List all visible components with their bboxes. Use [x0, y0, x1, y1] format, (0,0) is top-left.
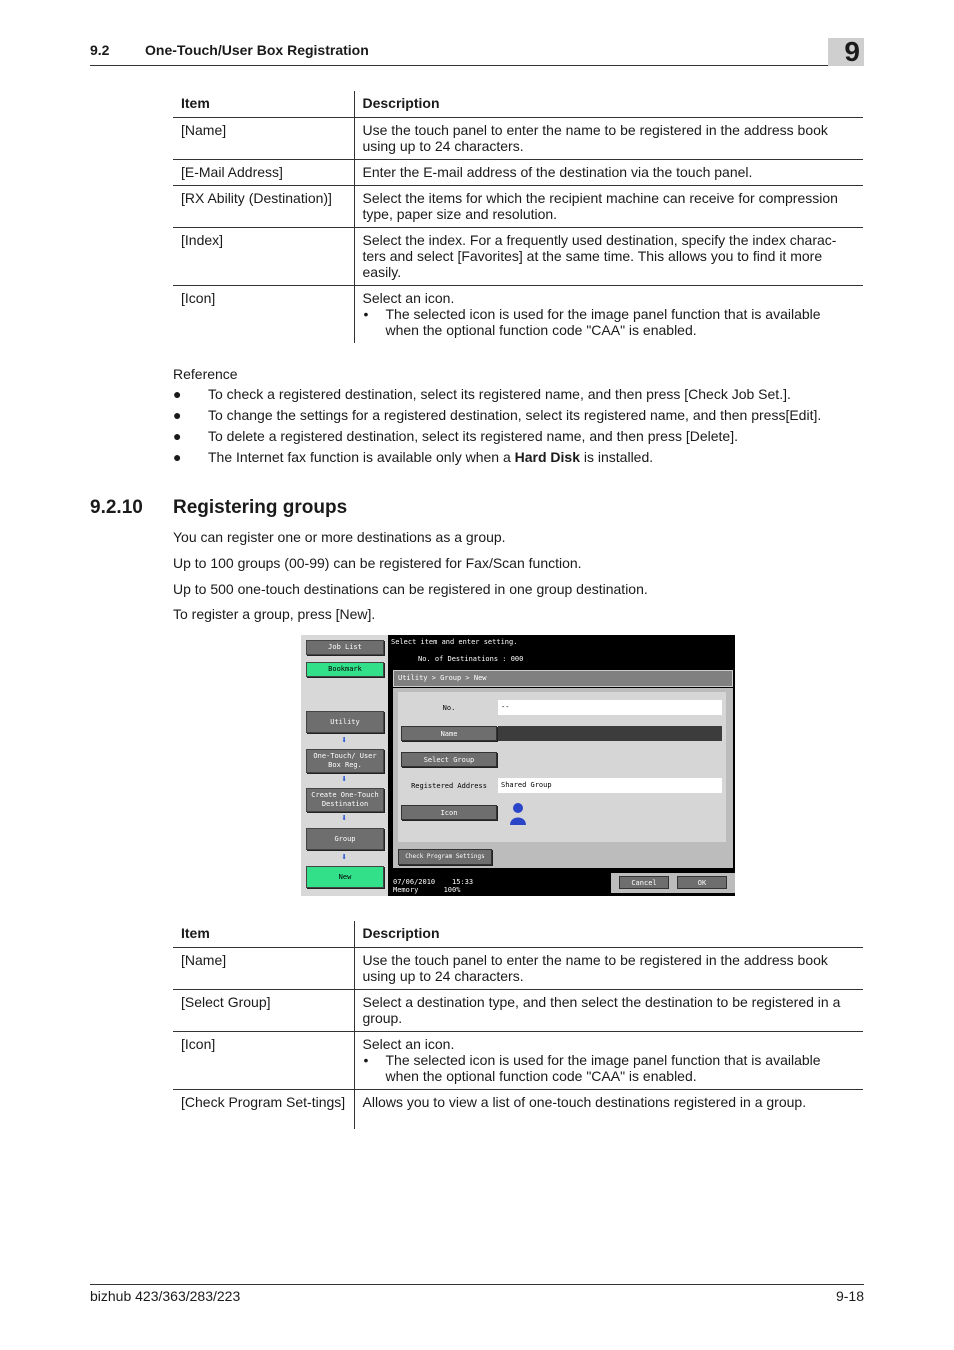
section-number: 9.2.10: [90, 497, 143, 518]
cancel-button[interactable]: Cancel: [619, 876, 669, 889]
table-cell-description: Use the touch panel to enter the name to be registered in the address book using up to 24 characters.: [362, 121, 828, 154]
item-description-table-1: [173, 91, 863, 343]
arrow-down-icon: ⬇: [340, 735, 348, 746]
table-cell-description: Enter the E-mail address of the destination via the touch panel.: [362, 163, 753, 180]
header-section-title: One-Touch/User Box Registration: [145, 42, 369, 58]
memory-label: Memory: [393, 886, 419, 894]
table-row: [173, 117, 863, 159]
registered-address-label: Registered Address: [401, 778, 497, 793]
header-section-number: 9.2: [90, 42, 110, 58]
bookmark-button[interactable]: Bookmark: [306, 662, 384, 677]
bold-term: Hard Disk: [514, 449, 580, 465]
page-footer: [90, 1284, 864, 1314]
table-row: [173, 285, 863, 343]
table-cell-description: Use the touch panel to enter the name to be registered in the address book using up to 24 characters.: [362, 951, 828, 984]
select-group-button[interactable]: Select Group: [401, 752, 497, 767]
list-item: [173, 386, 863, 407]
list-item: [173, 449, 863, 470]
ok-button[interactable]: OK: [677, 876, 727, 889]
table-row: [173, 185, 863, 227]
paragraph: To register a group, press [New].: [173, 606, 376, 622]
no-label: No.: [401, 700, 497, 715]
list-item-tail: is installed.: [580, 449, 654, 465]
cell-bullet: • The selected icon is used for the image panel function that is available when the optional function code "CAA" is enabled.: [363, 306, 856, 338]
table-cell-description: Select the index. For a frequently used destination, specify the index charac-ters and select [Favorites] at the same time. This allows you to find it more easily.: [362, 231, 837, 280]
table-header-item: Item: [173, 921, 354, 947]
bullet-dot: ●: [173, 386, 182, 402]
bullet-dot: ●: [173, 407, 182, 423]
list-item-text: To check a registered destination, select its registered name, and then press [Check Job Set.].: [208, 386, 791, 402]
cell-bullet: • The selected icon is used for the image panel function that is available when the optional function code "CAA" is enabled.: [363, 1052, 856, 1084]
breadcrumb: Utility > Group > New: [393, 670, 733, 687]
footer-model: bizhub 423/363/283/223: [90, 1288, 241, 1304]
table-row: [173, 227, 863, 285]
arrow-down-icon: ⬇: [340, 774, 348, 785]
screen-button-bar: [611, 873, 735, 893]
table-cell-item: [Name]: [173, 117, 354, 159]
item-description-table-2: [173, 921, 863, 1129]
running-header: [90, 40, 864, 66]
settings-inner-panel: [398, 692, 726, 842]
settings-panel: [393, 688, 733, 868]
device-screen-image: [301, 635, 735, 896]
name-button[interactable]: Name: [401, 726, 497, 741]
reference-list: [173, 386, 863, 470]
arrow-down-icon: ⬇: [340, 813, 348, 824]
table-cell-item: [Check Program Set-tings]: [173, 1089, 354, 1129]
create-one-touch-button[interactable]: Create One-Touch Destination: [306, 788, 384, 812]
status-date: 07/06/2010: [393, 878, 436, 886]
table-header-description: Description: [362, 925, 440, 941]
reference-block: [173, 366, 863, 470]
section-title: Registering groups: [173, 497, 348, 518]
table-cell-description: Select a destination type, and then select the destination to be registered in a group.: [362, 993, 841, 1026]
arrow-down-icon: ⬇: [340, 852, 348, 863]
table-cell-item: [E-Mail Address]: [173, 159, 354, 185]
table-cell-item: [Name]: [173, 947, 354, 989]
table-header-item: Item: [173, 91, 354, 117]
list-item-text: To change the settings for a registered destination, select its registered name, and then press[Edit].: [208, 407, 822, 423]
table-cell-item: [Select Group]: [173, 989, 354, 1031]
paragraph: You can register one or more destinations as a group.: [173, 529, 506, 545]
destination-count: No. of Destinations : 000: [418, 655, 524, 663]
bullet-dot: ●: [173, 428, 182, 444]
check-program-settings-button[interactable]: Check Program Settings: [398, 849, 492, 865]
screen-message: Select item and enter setting.: [391, 638, 518, 646]
reference-title: Reference: [173, 366, 238, 382]
table-cell-description: Allows you to view a list of one-touch destinations registered in a group.: [362, 1093, 807, 1110]
table-cell-item: [Icon]: [173, 1031, 354, 1089]
table-row: [173, 159, 863, 185]
table-header-description: Description: [362, 95, 440, 111]
table-cell-item: [Index]: [173, 227, 354, 285]
no-value: --: [498, 700, 722, 715]
table-cell-item: [Icon]: [173, 285, 354, 343]
icon-button[interactable]: Icon: [401, 805, 497, 820]
list-item: [173, 428, 863, 449]
paragraph: Up to 500 one-touch destinations can be registered in one group destination.: [173, 581, 648, 597]
table-row: [173, 1089, 863, 1129]
table-cell-description: [354, 285, 863, 343]
list-item: [173, 407, 863, 428]
user-icon: [509, 802, 527, 826]
paragraph: Up to 100 groups (00-99) can be registered for Fax/Scan function.: [173, 555, 582, 571]
footer-page-number: 9-18: [835, 1288, 864, 1304]
job-list-button[interactable]: Job List: [306, 640, 384, 655]
table-row: [173, 947, 863, 989]
table-row: [173, 1031, 863, 1089]
new-button[interactable]: New: [306, 866, 384, 888]
registered-address-value: Shared Group: [498, 778, 722, 793]
status-time: 15:33: [452, 878, 474, 886]
cell-text: Select an icon.: [362, 1035, 455, 1052]
list-item-text: To delete a registered destination, select its registered name, and then press [Delete].: [208, 428, 738, 444]
one-touch-user-box-button[interactable]: One-Touch/ User Box Reg.: [306, 749, 384, 773]
table-cell-description: [354, 1031, 863, 1089]
table-cell-item: [RX Ability (Destination)]: [173, 185, 354, 227]
utility-button[interactable]: Utility: [306, 711, 384, 733]
group-button[interactable]: Group: [306, 828, 384, 850]
cell-text: Select an icon.: [362, 289, 455, 306]
name-field[interactable]: [498, 726, 722, 741]
chapter-number: 9: [844, 36, 860, 67]
status-datetime: [393, 878, 473, 894]
chapter-tab: [828, 38, 864, 66]
table-row: [173, 989, 863, 1031]
list-item-text: The Internet fax function is available only when a: [208, 449, 515, 465]
table-cell-description: Select the items for which the recipient machine can receive for compression type, paper size and resolution.: [362, 189, 838, 222]
section-heading: [90, 497, 347, 519]
memory-value: 100%: [443, 886, 461, 894]
bullet-dot: ●: [173, 449, 182, 465]
